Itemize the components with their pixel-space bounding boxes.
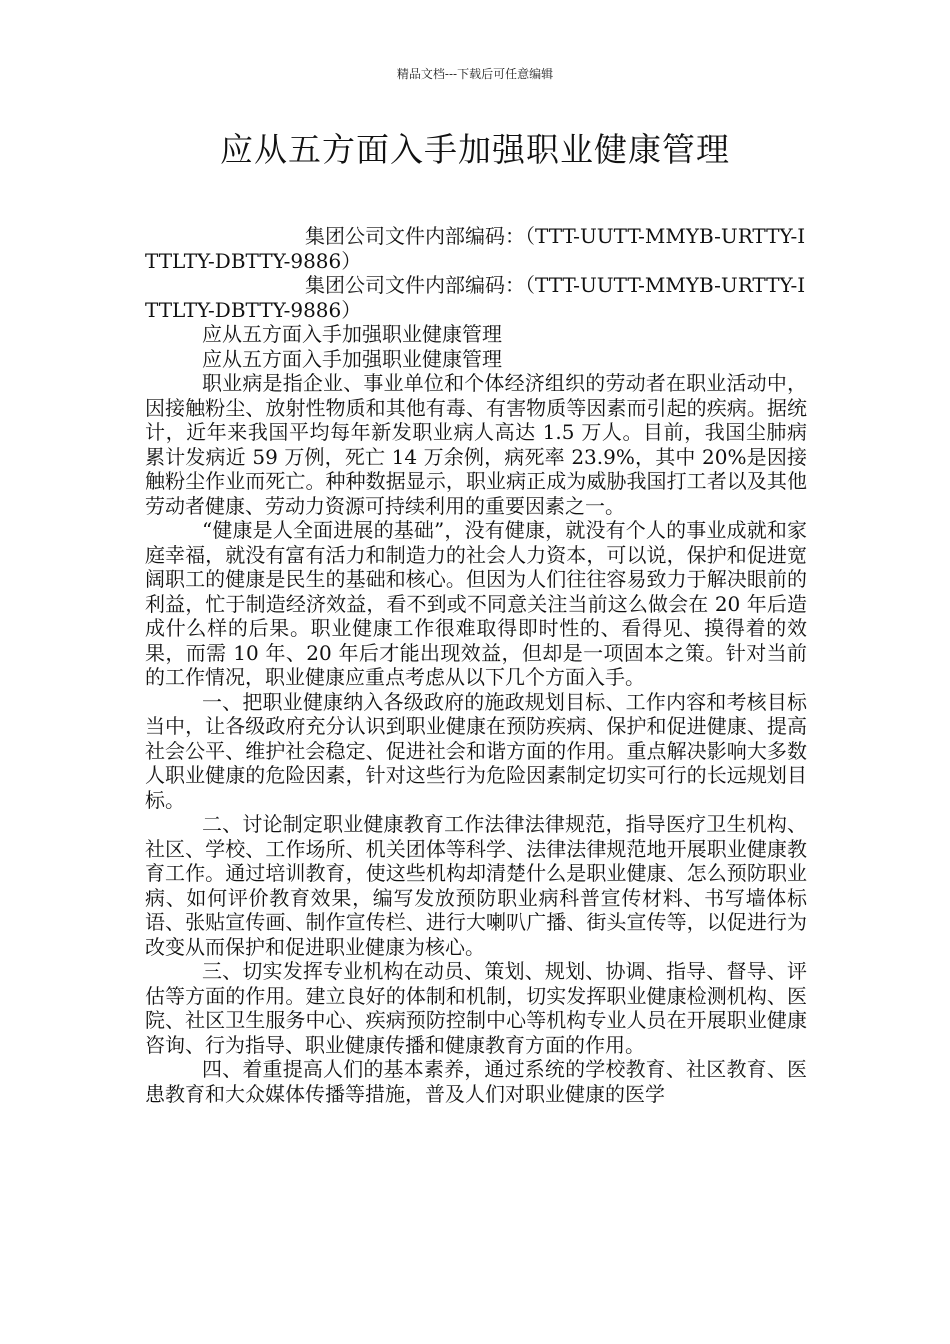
paragraph-point-1: 一、把职业健康纳入各级政府的施政规划目标、工作内容和考核目标当中，让各级政府充分认识到职业健康在预防疾病、保护和促进健康、提高社会公平、维护社会稳定、促进社会和谐方面的作用。重点解决影响大多数人职业健康的危险因素，针对这些行为危险因素制定切实可行的长远规划目标。 [145,689,807,812]
document-title: 应从五方面入手加强职业健康管理 [220,130,730,169]
paragraph-point-4: 四、着重提高人们的基本素养，通过系统的学校教育、社区教育、医患教育和大众媒体传播等措施，普及人们对职业健康的医学 [145,1057,807,1106]
paragraph-background: “健康是人全面进展的基础”，没有健康，就没有个人的事业成就和家庭幸福，就没有富有活力和制造力的社会人力资本，可以说，保护和促进宽阔职工的健康是民生的基础和核心。但因为人们往往容易致力于解决眼前的利益，忙于制造经济效益，看不到或不同意关注当前这么做会在 20 年后造成什么样的后果。职业健康工作很难取得即时性的、看得见、摸得着的效果，而需 10 年、20 年后才能出现效益，但却是一项固本之策。针对当前的工作情况，职业健康应重点考虑从以下几个方面入手。 [145,518,807,689]
paragraph-point-3: 三、切实发挥专业机构在动员、策划、规划、协调、指导、督导、评估等方面的作用。建立良好的体制和机制，切实发挥职业健康检测机构、医院、社区卫生服务中心、疾病预防控制中心等机构专业人员在开展职业健康咨询、行为指导、职业健康传播和健康教育方面的作用。 [145,959,807,1057]
document-code-line: 集团公司文件内部编码：（TTT-UUTT-MMYB-URTTY-ITTLTY-DBTTY-9886） [145,224,806,273]
document-subtitle-line: 应从五方面入手加强职业健康管理 [202,322,502,346]
paragraph-intro: 职业病是指企业、事业单位和个体经济组织的劳动者在职业活动中，因接触粉尘、放射性物质和其他有毒、有害物质等因素而引起的疾病。据统计，近年来我国平均每年新发职业病人高达 1.5 万人。目前，我国尘肺病累计发病近 59 万例，死亡 14 万余例，病死率 23.9%，其中 20%是因接触粉尘作业而死亡。种种数据显示，职业病正成为威胁我国打工者以及其他劳动者健康、劳动力资源可持续利用的重要因素之一。 [145,371,807,518]
document-subtitle-line: 应从五方面入手加强职业健康管理 [202,346,502,371]
page-header-note: 精品文档---下载后可任意编辑 [396,67,554,81]
paragraph-point-2: 二、讨论制定职业健康教育工作法律法律规范，指导医疗卫生机构、社区、学校、工作场所、机关团体等科学、法律法律规范地开展职业健康教育工作。通过培训教育，使这些机构却清楚什么是职业健康、怎么预防职业病、如何评价教育效果，编写发放预防职业病科普宣传材料、书写墙体标语、张贴宣传画、制作宣传栏、进行大喇叭广播、街头宣传等，以促进行为改变从而保护和促进职业健康为核心。 [145,812,807,959]
document-code-line: 集团公司文件内部编码：（TTT-UUTT-MMYB-URTTY-ITTLTY-DBTTY-9886） [145,273,806,322]
document-body [145,224,807,1106]
